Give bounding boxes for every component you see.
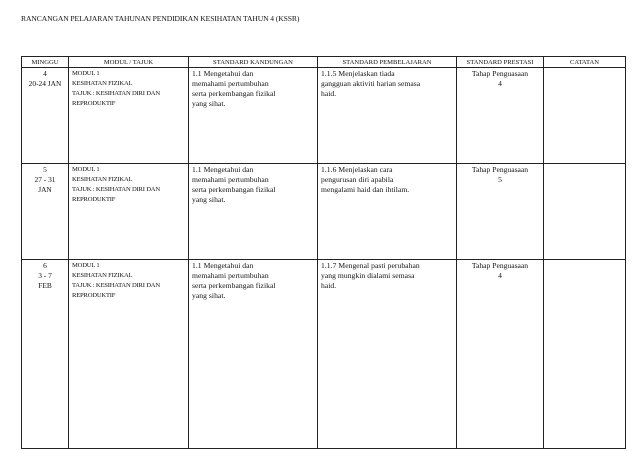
catatan-cell	[544, 260, 626, 449]
kandungan-line: serta perkembangan fizikal	[192, 185, 276, 194]
pembelajaran-cell	[318, 68, 457, 164]
prestasi-label: Tahap Penguasaan	[471, 261, 529, 270]
minggu-cell	[22, 68, 69, 164]
pembelajaran-line: 1.1.7 Mengenal pasti perubahan	[321, 261, 420, 270]
kandungan-line: yang sihat.	[192, 195, 226, 204]
table-row	[22, 260, 626, 449]
table-row	[22, 68, 626, 164]
minggu-cell	[22, 164, 69, 260]
kandungan-line: memahami pertumbuhan	[192, 271, 269, 280]
kandungan-line: 1.1 Mengetahui dan	[192, 165, 254, 174]
pembelajaran-line: gangguan aktiviti harian semasa	[321, 79, 421, 88]
kandungan-line: 1.1 Mengetahui dan	[192, 69, 254, 78]
kandungan-line: serta perkembangan fizikal	[192, 89, 276, 98]
modul-line: MODUL 1	[72, 70, 100, 77]
catatan-cell	[544, 164, 626, 260]
modul-line: REPRODUKTIF	[72, 100, 116, 107]
header-catatan: CATATAN	[544, 57, 626, 68]
header-pembelajaran: STANDARD PEMBELAJARAN	[318, 57, 457, 68]
minggu-cell	[22, 260, 69, 449]
week-dates: 27 - 31	[34, 175, 56, 184]
week-dates: 3 - 7	[38, 271, 52, 280]
kandungan-line: serta perkembangan fizikal	[192, 281, 276, 290]
modul-line: TAJUK : KESIHATAN DIRI DAN	[72, 186, 160, 193]
modul-cell	[69, 164, 189, 260]
pembelajaran-cell	[318, 260, 457, 449]
prestasi-level: 5	[498, 175, 502, 184]
prestasi-cell	[457, 164, 544, 260]
pembelajaran-line: yang mungkin dialami semasa	[321, 271, 415, 280]
week-number: 6	[43, 261, 47, 270]
modul-line: REPRODUKTIF	[72, 196, 116, 203]
prestasi-cell	[457, 68, 544, 164]
pembelajaran-cell	[318, 164, 457, 260]
catatan-cell	[544, 68, 626, 164]
prestasi-level: 4	[498, 271, 502, 280]
pembelajaran-line: haid.	[321, 281, 337, 290]
pembelajaran-line: 1.1.5 Menjelaskan tiada	[321, 69, 395, 78]
modul-line: KESIHATAN FIZIKAL	[72, 272, 133, 279]
modul-line: KESIHATAN FIZIKAL	[72, 176, 133, 183]
pembelajaran-line: 1.1.6 Menjelaskan cara	[321, 165, 393, 174]
kandungan-cell	[189, 164, 318, 260]
header-row	[22, 57, 626, 68]
modul-line: MODUL 1	[72, 262, 100, 269]
kandungan-line: yang sihat.	[192, 291, 226, 300]
prestasi-cell	[457, 260, 544, 449]
prestasi-level: 4	[498, 79, 502, 88]
modul-cell	[69, 260, 189, 449]
header-modul: MODUL / TAJUK	[69, 57, 189, 68]
week-month: JAN	[38, 185, 52, 194]
kandungan-line: 1.1 Mengetahui dan	[192, 261, 254, 270]
header-prestasi: STANDARD PRESTASI	[457, 57, 544, 68]
week-number: 5	[43, 165, 47, 174]
kandungan-line: yang sihat.	[192, 99, 226, 108]
modul-line: MODUL 1	[72, 166, 100, 173]
lesson-plan-table	[21, 56, 626, 449]
header-minggu: MINGGU	[22, 57, 69, 68]
kandungan-line: memahami pertumbuhan	[192, 175, 269, 184]
modul-cell	[69, 68, 189, 164]
pembelajaran-line: pengurusan diri apabila	[321, 175, 394, 184]
pembelajaran-line: haid.	[321, 89, 337, 98]
kandungan-cell	[189, 260, 318, 449]
modul-line: TAJUK : KESIHATAN DIRI DAN	[72, 282, 160, 289]
week-number: 4	[43, 69, 47, 78]
modul-line: REPRODUKTIF	[72, 292, 116, 299]
week-dates: 20-24 JAN	[28, 79, 62, 88]
table-row	[22, 164, 626, 260]
kandungan-cell	[189, 68, 318, 164]
prestasi-label: Tahap Penguasaan	[471, 69, 529, 78]
modul-line: KESIHATAN FIZIKAL	[72, 80, 133, 87]
prestasi-label: Tahap Penguasaan	[471, 165, 529, 174]
modul-line: TAJUK : KESIHATAN DIRI DAN	[72, 90, 160, 97]
header-kandungan: STANDARD KANDUNGAN	[189, 57, 318, 68]
pembelajaran-line: mengalami haid dan ihtilam.	[321, 185, 410, 194]
week-month: FEB	[38, 281, 52, 290]
document-title: RANCANGAN PELAJARAN TAHUNAN PENDIDIKAN KESIHATAN TAHUN 4 (KSSR)	[21, 14, 300, 23]
kandungan-line: memahami pertumbuhan	[192, 79, 269, 88]
